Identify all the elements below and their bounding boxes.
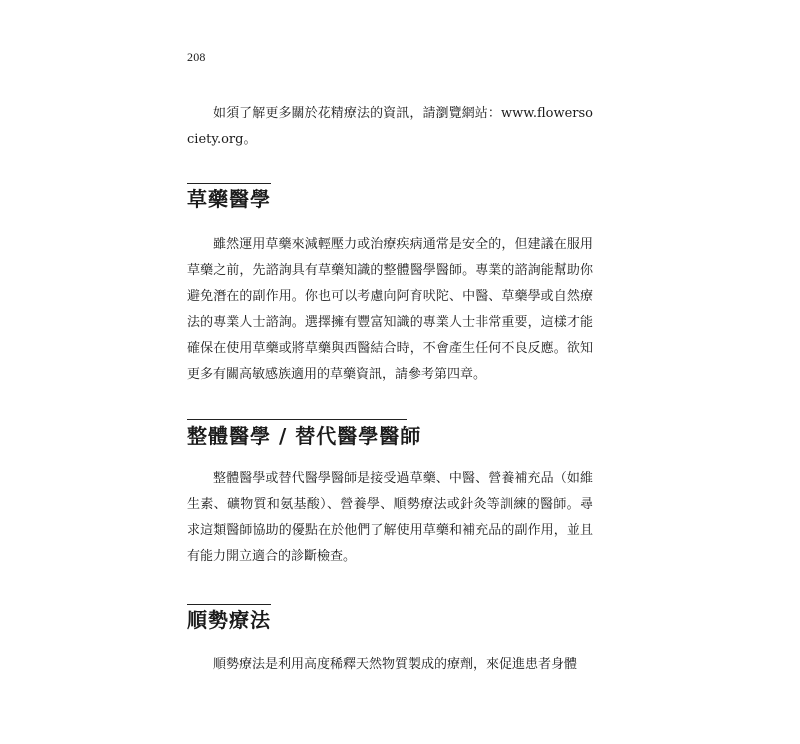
holistic-doctor-paragraph: 整體醫學或替代醫學醫師是接受過草藥、中醫、營養補充品（如維生素、礦物質和氨基酸）、營養學、順勢療法或針灸等訓練的醫師。尋求這類醫師協助的優點在於他們了解使用草藥和補充品的副作用，並且有能力開立適合的診斷檢查。 xyxy=(187,471,593,564)
herbal-medicine-paragraph: 雖然運用草藥來減輕壓力或治療疾病通常是安全的，但建議在服用草藥之前，先諮詢具有草藥知識的整體醫學醫師。專業的諮詢能幫助你避免潛在的副作用。你也可以考慮向阿育吠陀、中醫、草藥學或自然療法的專業人士諮詢。選擇擁有豐富知識的專業人士非常重要，這樣才能確保在使用草藥或將草藥與西醫結合時，不會產生任何不良反應。欲知更多有關高敏感族適用的草藥資訊，請參考第四章。 xyxy=(187,237,593,382)
section-rule-herbal xyxy=(187,183,271,184)
section-heading-homeopathy: 順勢療法 xyxy=(187,608,271,632)
homeopathy-paragraph: 順勢療法是利用高度稀釋天然物質製成的療劑，來促進患者身體 xyxy=(213,657,578,672)
section-rule-homeopathy xyxy=(187,604,271,605)
page-number: 208 xyxy=(187,50,206,64)
section-heading-herbal-medicine: 草藥醫學 xyxy=(187,187,271,211)
section-rule-holistic xyxy=(187,419,407,420)
section-heading-holistic-doctor: 整體醫學 / 替代醫學醫師 xyxy=(187,424,422,448)
flower-essence-paragraph: 如須了解更多關於花精療法的資訊，請瀏覽網站：www.flowersociety.org。 xyxy=(187,106,593,147)
